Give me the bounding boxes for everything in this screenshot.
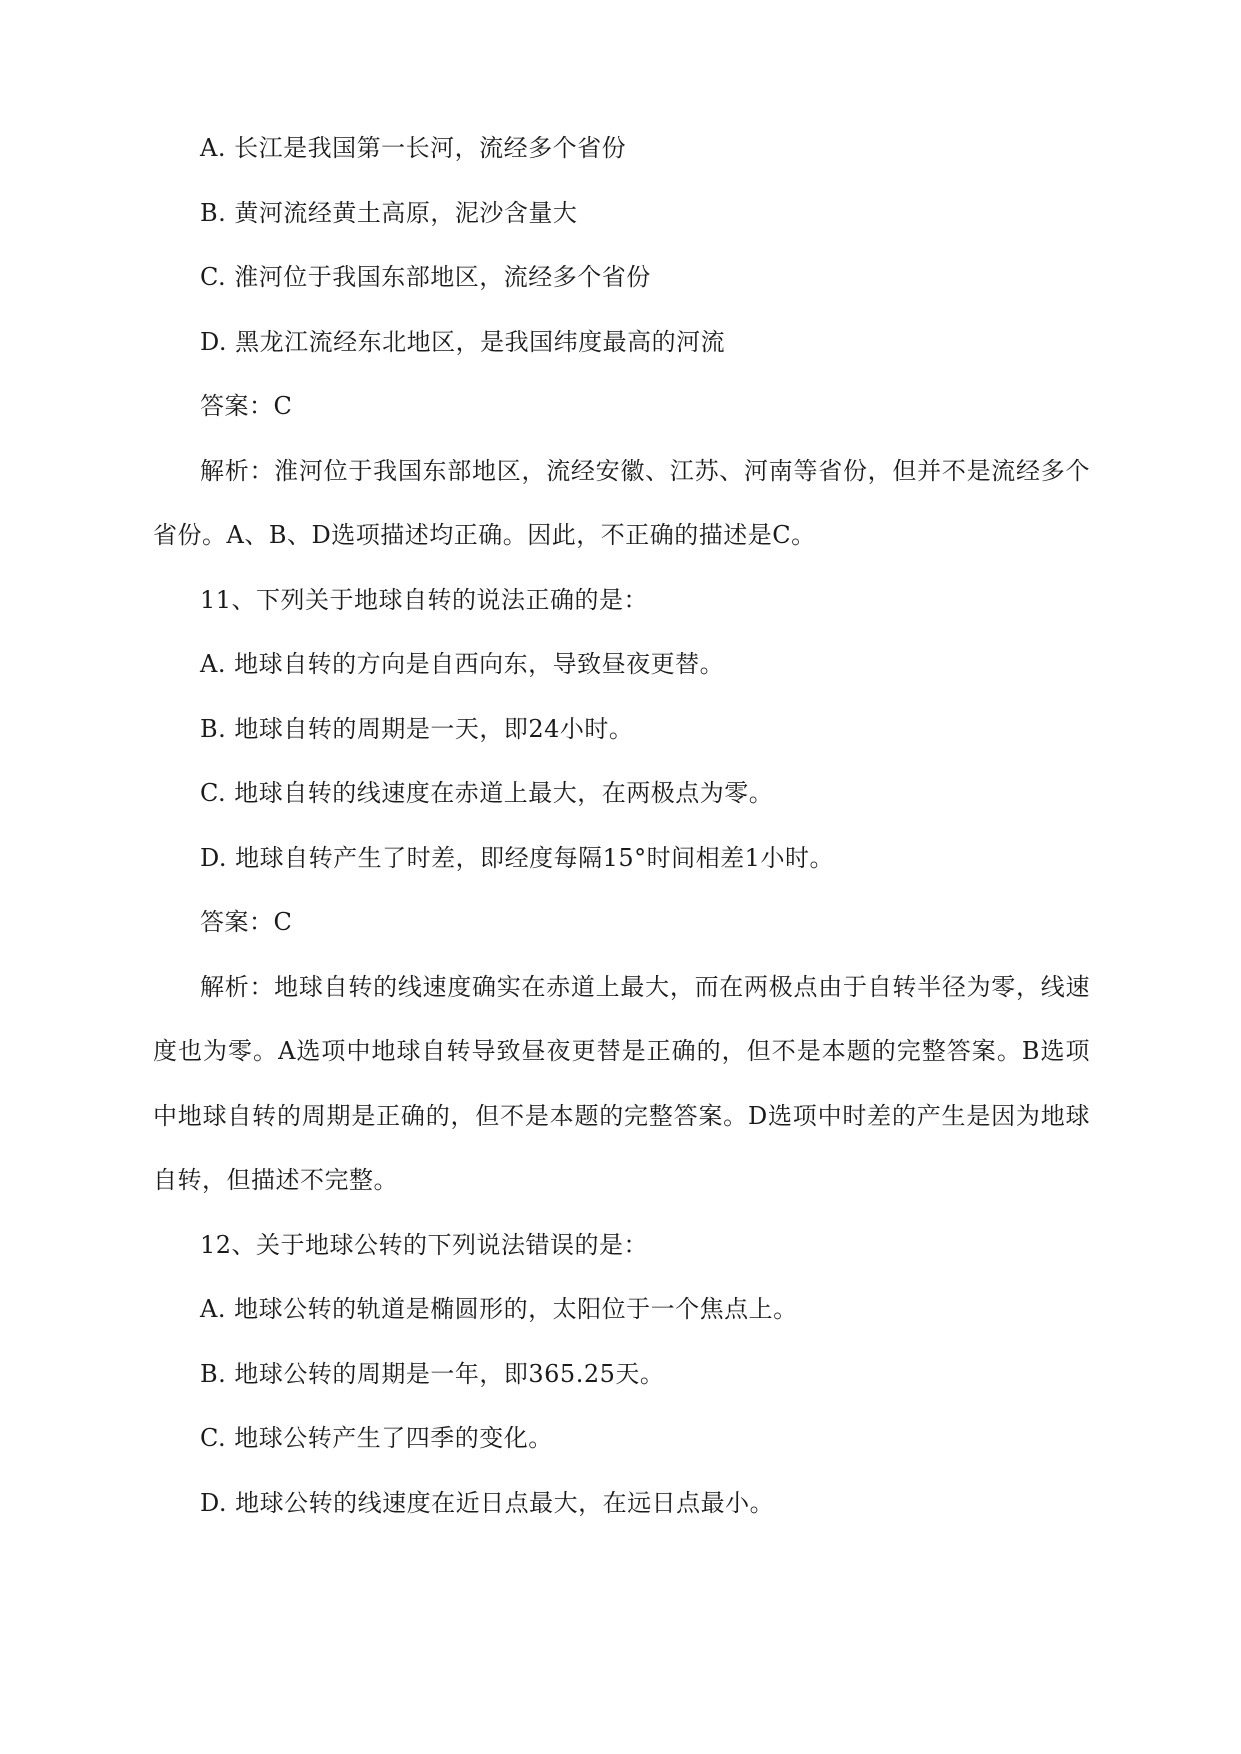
q11-analysis: 解析：地球自转的线速度确实在赤道上最大，而在两极点由于自转半径为零，线速度也为零。A选项中地球自转导致昼夜更替是正确的，但不是本题的完整答案。B选项中地球自转的周期是正确的，但不是本题的完整答案。D选项中时差的产生是因为地球自转，但描述不完整。 bbox=[153, 972, 1090, 1194]
q11-option-d: D. 地球自转产生了时差，即经度每隔15°时间相差1小时。 bbox=[200, 843, 834, 872]
option-b: B. 黄河流经黄土高原，泥沙含量大 bbox=[200, 198, 578, 227]
option-a: A. 长江是我国第一长河，流经多个省份 bbox=[200, 134, 627, 162]
q12-option-d: D. 地球公转的线速度在近日点最大，在远日点最小。 bbox=[200, 1488, 775, 1517]
q11-answer: 答案：C bbox=[200, 908, 293, 936]
q11-option-c: C. 地球自转的线速度在赤道上最大，在两极点为零。 bbox=[200, 779, 774, 807]
page-content bbox=[153, 116, 1090, 1535]
question-12: 12、关于地球公转的下列说法错误的是： bbox=[200, 1230, 649, 1259]
q12-option-c: C. 地球公转产生了四季的变化。 bbox=[200, 1424, 553, 1452]
analysis: 解析：淮河位于我国东部地区，流经安徽、江苏、河南等省份，但并不是流经多个省份。A、B、D选项描述均正确。因此，不正确的描述是C。 bbox=[153, 456, 1090, 549]
q12-option-a: A. 地球公转的轨道是椭圆形的，太阳位于一个焦点上。 bbox=[200, 1295, 798, 1323]
option-c: C. 淮河位于我国东部地区，流经多个省份 bbox=[200, 263, 651, 291]
q12-option-b: B. 地球公转的周期是一年，即365.25天。 bbox=[200, 1359, 665, 1388]
answer: 答案：C bbox=[200, 392, 293, 420]
question-11: 11、下列关于地球自转的说法正确的是： bbox=[200, 585, 649, 614]
q11-option-a: A. 地球自转的方向是自西向东，导致昼夜更替。 bbox=[200, 650, 725, 678]
option-d: D. 黑龙江流经东北地区，是我国纬度最高的河流 bbox=[200, 327, 726, 356]
q11-option-b: B. 地球自转的周期是一天，即24小时。 bbox=[200, 714, 634, 743]
